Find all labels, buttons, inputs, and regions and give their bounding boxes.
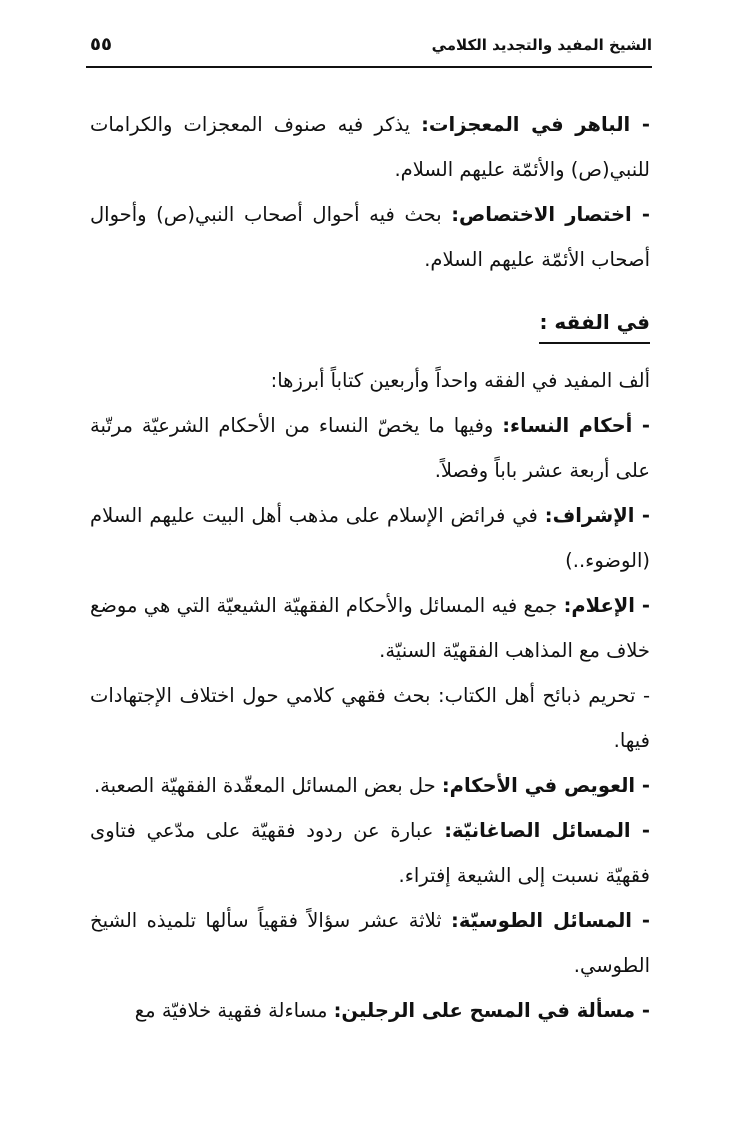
- entry-paragraph: [90, 493, 650, 583]
- entry-title: - اختصار الاختصاص:: [451, 203, 650, 226]
- entry-paragraph: [90, 192, 650, 282]
- entry-paragraph: [90, 763, 650, 808]
- entry-title: - مسألة في المسح على الرجلين:: [333, 999, 650, 1022]
- entry-paragraph: [90, 403, 650, 493]
- entry-paragraph: [90, 673, 650, 763]
- entry-text: وفيها ما يخصّ النساء من الأحكام الشرعيّة مرتّبة على أربعة عشر باباً وفصلاً.: [90, 414, 650, 482]
- entry-text: حل بعض المسائل المعقّدة الفقهيّة الصعبة.: [93, 774, 442, 797]
- entry-title: - الإشراف:: [544, 504, 651, 527]
- entry-text: يذكر فيه صنوف المعجزات والكرامات للنبي(ص) والأئمّة عليهم السلام.: [90, 113, 650, 181]
- section-heading-wrap: [90, 282, 650, 358]
- page-number: ٥٥: [90, 34, 112, 55]
- entry-title: - المسائل الصاغانيّة:: [444, 819, 650, 842]
- entry-paragraph: [90, 808, 650, 898]
- entry-title: - الباهر في المعجزات:: [421, 113, 651, 136]
- entry-paragraph: [90, 583, 650, 673]
- entry-title: - المسائل الطوسيّة:: [451, 909, 650, 932]
- entry-text: - تحريم ذبائح أهل الكتاب: بحث فقهي كلامي حول اختلاف الإجتهادات فيها.: [90, 684, 650, 752]
- entry-title: - الإعلام:: [563, 594, 650, 617]
- entry-text: في فرائض الإسلام على مذهب أهل البيت عليهم السلام (الوضوء..): [90, 504, 650, 572]
- entry-paragraph: [90, 988, 650, 1033]
- entry-paragraph: [90, 898, 650, 988]
- header-title: الشيخ المفيد والتجديد الكلامي: [431, 36, 652, 54]
- entry-title: - العويص في الأحكام:: [441, 774, 650, 797]
- page-body: [90, 102, 650, 1033]
- entry-text: ثلاثة عشر سؤالاً فقهياً سألها تلميذه الشيخ الطوسي.: [90, 909, 650, 977]
- section-heading: في الفقه :: [539, 304, 650, 344]
- entry-paragraph: [90, 102, 650, 192]
- intro-paragraph: ألف المفيد في الفقه واحداً وأربعين كتاباً أبرزها:: [270, 369, 650, 392]
- entry-title: - أحكام النساء:: [502, 414, 650, 437]
- entry-text: عبارة عن ردود فقهيّة على مدّعي فتاوى فقهيّة نسبت إلى الشيعة إفتراء.: [90, 819, 650, 887]
- entry-text: بحث فيه أحوال أصحاب النبي(ص) وأحوال أصحاب الأئمّة عليهم السلام.: [90, 203, 650, 271]
- entry-text: مساءلة فقهية خلافيّة مع: [134, 999, 334, 1022]
- running-header: [86, 30, 652, 68]
- entry-text: جمع فيه المسائل والأحكام الفقهيّة الشيعيّة التي هي موضع خلاف مع المذاهب الفقهيّة السنيّة.: [90, 594, 650, 662]
